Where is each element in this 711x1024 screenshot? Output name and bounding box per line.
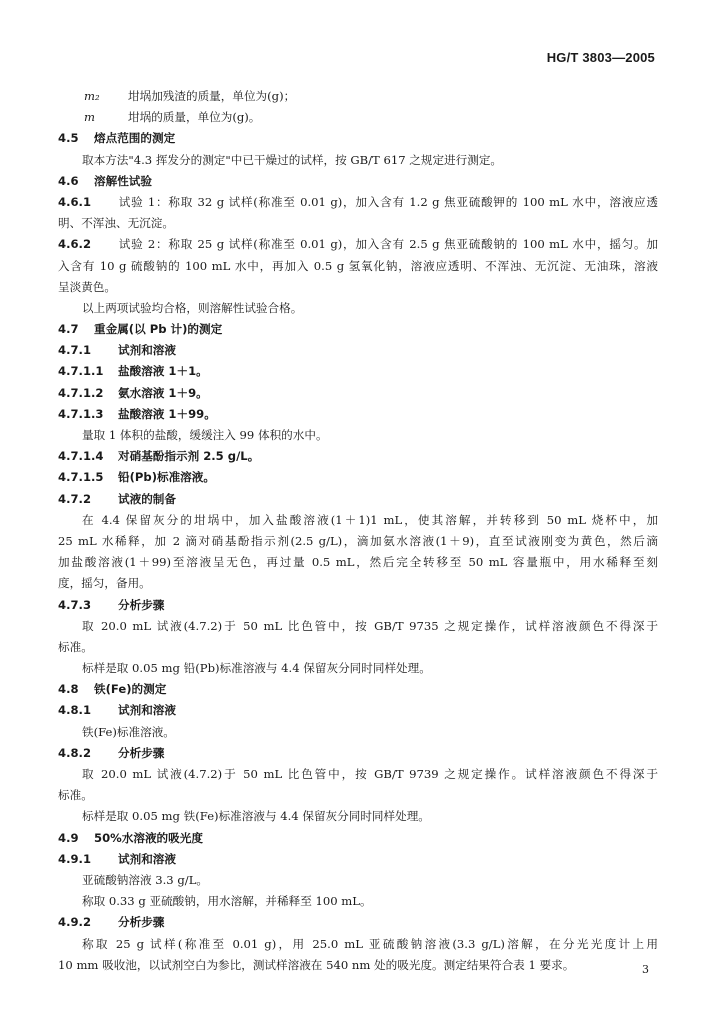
section-heading-line	[58, 404, 658, 425]
section-title: 铁(Fe)的测定	[94, 682, 167, 697]
section-title: 重金属(以 Pb 计)的测定	[94, 322, 223, 337]
line-text: 标准。	[58, 639, 93, 654]
section-number: 4.8.2	[58, 745, 92, 760]
section-title: 试剂和溶液	[118, 343, 176, 358]
section-heading-line	[58, 340, 658, 361]
standard-number: HG/T 3803—2005	[546, 50, 655, 65]
section-title: 分析步骤	[118, 745, 165, 760]
line-text: 标样是取 0.05 mg 铁(Fe)标准溶液与 4.4 保留灰分同时同样处理。	[82, 809, 430, 824]
text-line	[58, 277, 658, 298]
text-line	[58, 616, 658, 637]
section-number: 4.9.1	[58, 851, 92, 866]
text-line	[58, 213, 658, 234]
document-body	[58, 86, 658, 976]
text-line	[58, 573, 658, 594]
section-title: 50%水溶液的吸光度	[94, 830, 203, 845]
section-number: 4.7.3	[58, 597, 92, 612]
section-title: 盐酸溶液 1＋99。	[118, 406, 216, 421]
line-text: 量取 1 体积的盐酸，缓缓注入 99 体积的水中。	[82, 428, 328, 442]
section-heading-line	[58, 912, 658, 933]
section-title: 分析步骤	[118, 915, 165, 930]
section-heading-line	[58, 234, 658, 255]
text-line	[58, 256, 658, 277]
line-text: 取 20.0 mL 试液(4.7.2)于 50 mL 比色管中，按 GB/T 9735 之规定操作，试样溶液颜色不得深于	[82, 618, 658, 633]
section-title: 试剂和溶液	[118, 851, 176, 866]
section-title: 铅(Pb)标准溶液。	[118, 470, 215, 485]
section-heading-line	[58, 595, 658, 616]
text-line	[58, 870, 658, 891]
line-text: 10 mm 吸收池，以试剂空白为参比，测试样溶液在 540 nm 处的吸光度。测定结果符合表 1 要求。	[58, 957, 575, 972]
section-heading-line	[58, 489, 658, 510]
section-number: 4.7.1	[58, 343, 92, 358]
section-number: 4.6.2	[58, 237, 92, 252]
section-number: 4.9	[58, 830, 79, 845]
text-line	[58, 891, 658, 912]
line-text: 加盐酸溶液(1＋99)至溶液呈无色，再过量 0.5 mL，然后完全转移至 50 mL 容量瓶中，用水稀释至刻	[58, 555, 658, 570]
text-line	[58, 552, 658, 573]
text-line	[58, 934, 658, 955]
section-number: 4.7.1.5	[58, 470, 104, 485]
line-text: 25 mL 水稀释，加 2 滴对硝基酚指示剂(2.5 g/L)，滴加氨水溶液(1＋9)，直至试液刚变为黄色，然后滴	[58, 533, 658, 548]
text-line	[58, 425, 658, 446]
line-text: 度，摇匀，备用。	[58, 576, 151, 591]
line-text: 明、不浑浊、无沉淀。	[58, 216, 174, 231]
text-line	[58, 764, 658, 785]
section-number: 4.7.1.1	[58, 364, 104, 379]
line-text: 坩埚的质量，单位为(g)。	[128, 110, 261, 125]
line-text: 呈淡黄色。	[58, 279, 116, 294]
section-number: 4.9.2	[58, 915, 92, 930]
section-heading-line	[58, 192, 658, 213]
section-number: 4.7.1.3	[58, 406, 104, 421]
text-line	[58, 531, 658, 552]
line-text: 以上两项试验均合格，则溶解性试验合格。	[82, 300, 303, 315]
text-line	[58, 637, 658, 658]
section-number: 4.5	[58, 131, 79, 146]
text-line	[58, 955, 658, 976]
section-title: 盐酸溶液 1＋1。	[118, 364, 208, 379]
line-text: 入含有 10 g 硫酸钠的 100 mL 水中，再加入 0.5 g 氢氧化钠，溶液应透明、不浑浊、无沉淀、无油珠，溶液	[58, 258, 658, 273]
section-heading-line	[58, 383, 658, 404]
section-heading-line	[58, 679, 658, 700]
section-title: 试验 2：称取 25 g 试样(称准至 0.01 g)，加入含有 2.5 g 焦亚硫酸钠的 100 mL 水中，摇匀。加	[118, 237, 658, 252]
section-title: 试验 1：称取 32 g 试样(称准至 0.01 g)，加入含有 1.2 g 焦亚硫酸钾的 100 mL 水中，溶液应透	[118, 194, 658, 209]
section-number: 4.8.1	[58, 703, 92, 718]
text-line	[58, 510, 658, 531]
section-number: 4.7.2	[58, 491, 92, 506]
section-number: 4.7	[58, 322, 79, 337]
variable-definition-line	[58, 107, 658, 128]
section-heading-line	[58, 743, 658, 764]
section-heading-line	[58, 828, 658, 849]
section-heading-line	[58, 467, 658, 488]
section-number: 4.6.1	[58, 194, 92, 209]
line-text: 亚硫酸钠溶液 3.3 g/L。	[82, 872, 208, 887]
section-number: 4.6	[58, 173, 79, 188]
section-number: 4.8	[58, 682, 79, 697]
line-text: 取本方法"4.3 挥发分的测定"中已干燥过的试样，按 GB/T 617 之规定进行测定。	[82, 152, 503, 167]
text-line	[58, 658, 658, 679]
text-line	[58, 722, 658, 743]
text-line	[58, 298, 658, 319]
section-title: 氨水溶液 1＋9。	[118, 385, 208, 400]
variable-symbol: m	[84, 110, 95, 125]
section-number: 4.7.1.2	[58, 385, 104, 400]
variable-symbol: m₂	[84, 89, 100, 103]
line-text: 称取 25 g 试样(称准至 0.01 g)，用 25.0 mL 亚硫酸钠溶液(3.3 g/L)溶解，在分光光度计上用	[82, 936, 658, 951]
text-line	[58, 150, 658, 171]
section-title: 对硝基酚指示剂 2.5 g/L。	[118, 449, 260, 464]
line-text: 标准。	[58, 788, 93, 803]
section-heading-line	[58, 849, 658, 870]
line-text: 取 20.0 mL 试液(4.7.2)于 50 mL 比色管中，按 GB/T 9739 之规定操作。试样溶液颜色不得深于	[82, 767, 658, 781]
line-text: 在 4.4 保留灰分的坩埚中，加入盐酸溶液(1＋1)1 mL，使其溶解，并转移到 50 mL 烧杯中，加	[82, 512, 658, 527]
section-heading-line	[58, 171, 658, 192]
variable-definition-line	[58, 86, 658, 107]
section-number: 4.7.1.4	[58, 449, 104, 464]
section-title: 分析步骤	[118, 597, 165, 612]
section-heading-line	[58, 319, 658, 340]
line-text: 称取 0.33 g 亚硫酸钠，用水溶解，并稀释至 100 mL。	[82, 894, 372, 909]
section-title: 熔点范围的测定	[94, 131, 176, 146]
section-heading-line	[58, 361, 658, 382]
section-title: 试剂和溶液	[118, 703, 176, 718]
section-title: 溶解性试验	[94, 173, 152, 188]
section-title: 试液的制备	[118, 491, 176, 506]
line-text: 标样是取 0.05 mg 铅(Pb)标准溶液与 4.4 保留灰分同时同样处理。	[82, 661, 431, 676]
line-text: 铁(Fe)标准溶液。	[82, 724, 175, 739]
section-heading-line	[58, 446, 658, 467]
line-text: 坩埚加残渣的质量，单位为(g)；	[128, 89, 296, 103]
page-number: 3	[642, 963, 649, 976]
section-heading-line	[58, 700, 658, 721]
text-line	[58, 785, 658, 806]
text-line	[58, 806, 658, 827]
section-heading-line	[58, 128, 658, 149]
